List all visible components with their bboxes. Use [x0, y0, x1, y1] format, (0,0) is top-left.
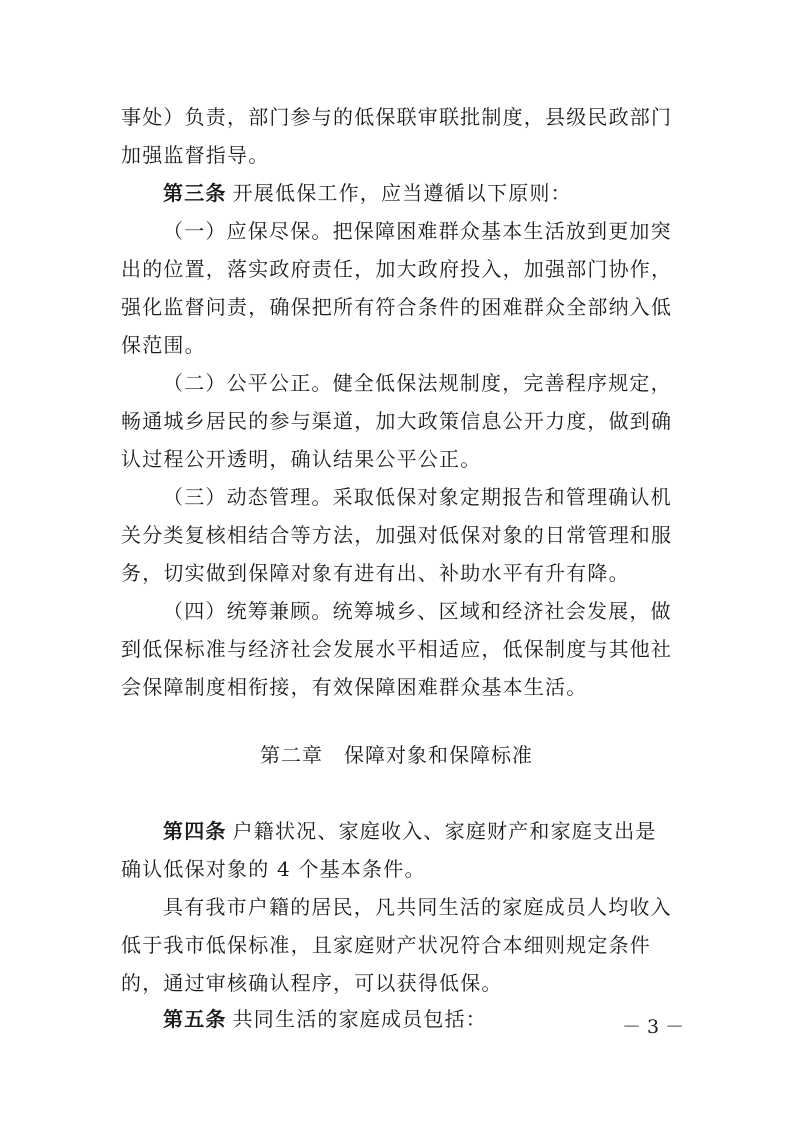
body-text-line: （一）应保尽保。把保障困难群众基本生活放到更加突 — [163, 219, 672, 243]
article-3-intro: 开展低保工作，应当遵循以下原则： — [232, 181, 572, 205]
article-5-intro: 共同生活的家庭成员包括： — [232, 1007, 488, 1031]
body-text-line: 关分类复核相结合等方法，加强对低保对象的日常管理和服 — [121, 523, 673, 547]
body-text-line: 出的位置，落实政府责任，加大政府投入，加强部门协作， — [121, 257, 673, 281]
article-3-paragraph — [163, 179, 572, 207]
body-text-line: （三）动态管理。采取低保对象定期报告和管理确认机 — [163, 485, 672, 509]
article-4-paragraph — [163, 817, 657, 845]
article-5-paragraph — [163, 1005, 487, 1033]
article-4-label: 第四条 — [163, 819, 227, 843]
body-text-line: 到低保标准与经济社会发展水平相适应，低保制度与其他社 — [121, 637, 673, 661]
body-text-line: 低于我市低保标准，且家庭财产状况符合本细则规定条件 — [121, 933, 651, 957]
body-text-line: 畅通城乡居民的参与渠道，加大政策信息公开力度，做到确 — [121, 409, 673, 433]
body-text-line: 认过程公开透明，确认结果公平公正。 — [121, 447, 482, 471]
body-text-line: 保范围。 — [121, 333, 206, 357]
body-text-line: 具有我市户籍的居民，凡共同生活的家庭成员人均收入 — [163, 895, 672, 919]
body-text-line: （二）公平公正。健全低保法规制度，完善程序规定， — [163, 371, 672, 395]
body-text-line: 加强监督指导。 — [121, 143, 270, 167]
article-3-label: 第三条 — [163, 181, 227, 205]
body-text-line: （四）统筹兼顾。统筹城乡、区域和经济社会发展，做 — [163, 599, 672, 623]
body-text-line: 务，切实做到保障对象有进有出、补助水平有升有降。 — [121, 561, 630, 585]
body-text-line: 确认低保对象的 4 个基本条件。 — [121, 857, 426, 881]
article-5-label: 第五条 — [163, 1007, 227, 1031]
chapter-heading: 第二章 保障对象和保障标准 — [260, 743, 533, 767]
page-number: － 3 － — [622, 1016, 685, 1038]
article-4-first-line: 户籍状况、家庭收入、家庭财产和家庭支出是 — [232, 819, 657, 843]
body-text-line: 事处）负责，部门参与的低保联审联批制度，县级民政部门 — [121, 105, 673, 129]
body-text-line: 会保障制度相衔接，有效保障困难群众基本生活。 — [121, 675, 588, 699]
body-text-line: 的，通过审核确认程序，可以获得低保。 — [121, 971, 503, 995]
body-text-line: 强化监督问责，确保把所有符合条件的困难群众全部纳入低 — [121, 295, 673, 319]
